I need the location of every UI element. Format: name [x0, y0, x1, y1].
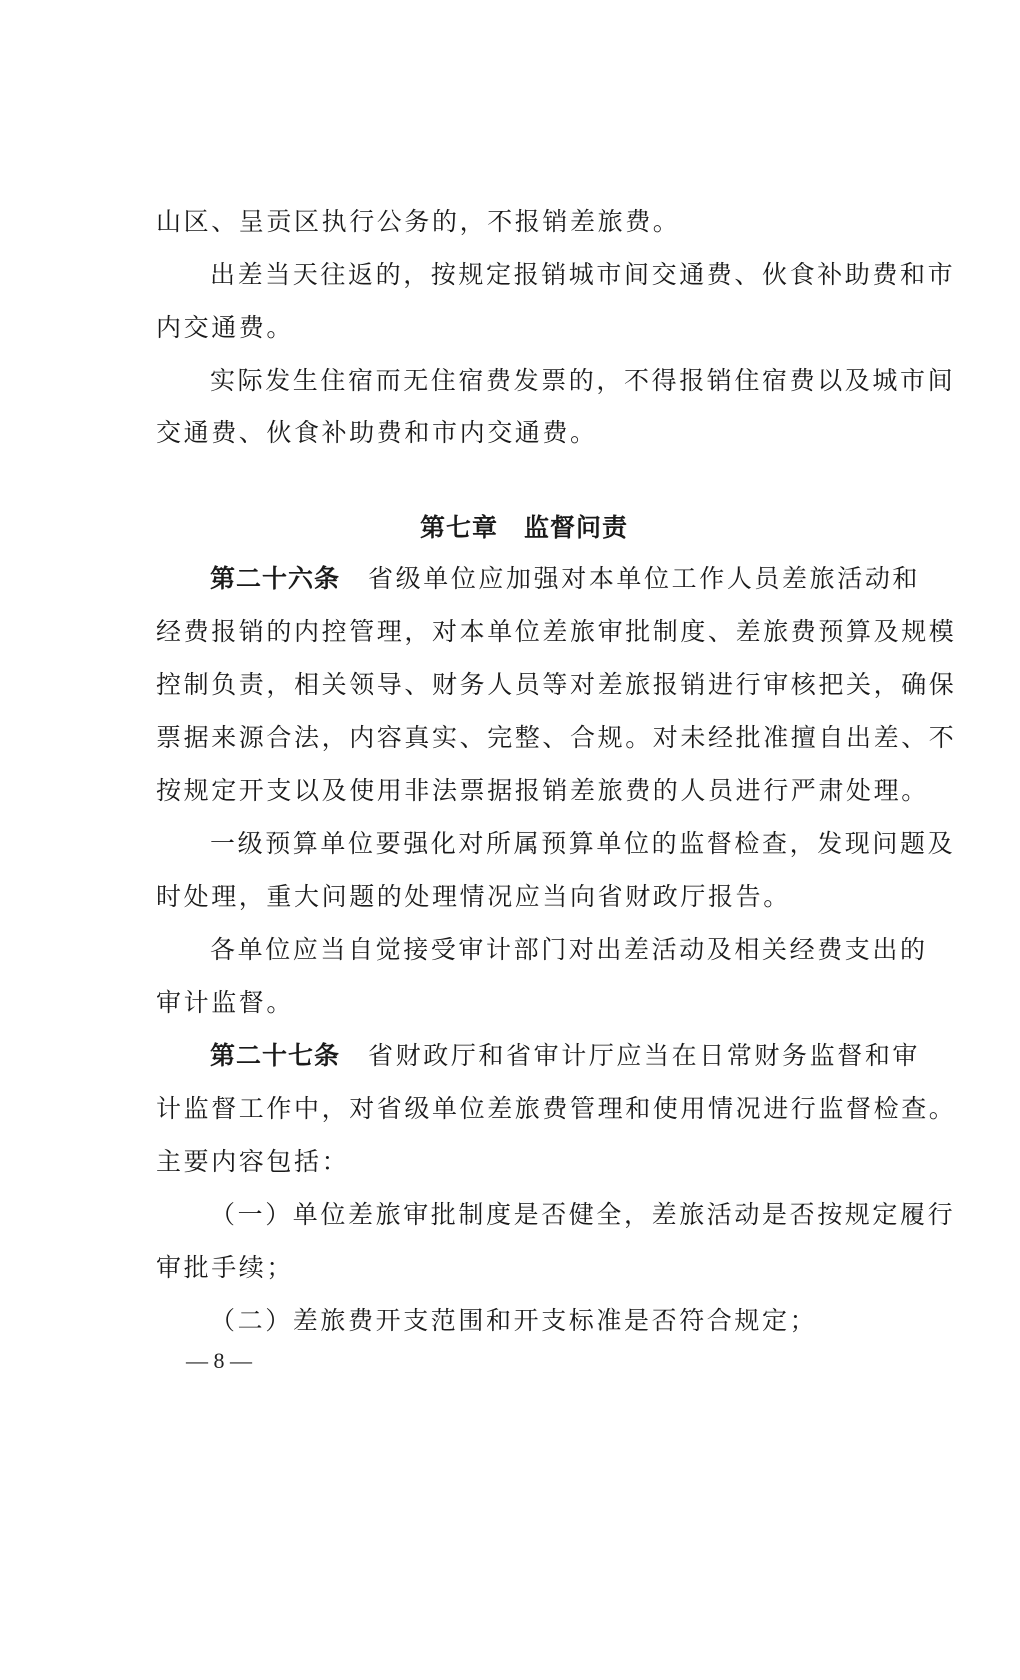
text-line: 实际发生住宿而无住宿费发票的，不得报销住宿费以及城市间	[210, 366, 956, 395]
text-line: 时处理，重大问题的处理情况应当向省财政厅报告。	[156, 882, 791, 911]
text-line: 一级预算单位要强化对所属预算单位的监督检查，发现问题及	[210, 829, 956, 858]
article-26-first-line	[210, 562, 920, 596]
chapter-heading: 第七章 监督问责	[420, 513, 629, 542]
text-line: 山区、呈贡区执行公务的，不报销差旅费。	[156, 207, 681, 236]
text-line: 审批手续；	[156, 1253, 295, 1282]
text-line: 计监督工作中，对省级单位差旅费管理和使用情况进行监督检查。	[156, 1094, 957, 1123]
text-line: 按规定开支以及使用非法票据报销差旅费的人员进行严肃处理。	[156, 776, 929, 805]
article-26-label: 第二十六条	[210, 564, 341, 593]
text-line: 交通费、伙食补助费和市内交通费。	[156, 418, 598, 447]
article-27-label: 第二十七条	[210, 1041, 341, 1070]
text-line: 内交通费。	[156, 313, 295, 342]
text-line: 省财政厅和省审计厅应当在日常财务监督和审	[368, 1041, 921, 1070]
page-number: — 8 —	[186, 1348, 252, 1373]
text-line: （二）差旅费开支范围和开支标准是否符合规定；	[210, 1306, 818, 1335]
text-line: 省级单位应加强对本单位工作人员差旅活动和	[368, 564, 921, 593]
text-line: 各单位应当自觉接受审计部门对出差活动及相关经费支出的	[210, 935, 928, 964]
text-line: 出差当天往返的，按规定报销城市间交通费、伙食补助费和市	[210, 260, 956, 289]
text-line: （一）单位差旅审批制度是否健全，差旅活动是否按规定履行	[210, 1200, 956, 1229]
text-line: 票据来源合法，内容真实、完整、合规。对未经批准擅自出差、不	[156, 723, 957, 752]
text-line: 经费报销的内控管理，对本单位差旅审批制度、差旅费预算及规模	[156, 617, 957, 646]
text-line: 主要内容包括：	[156, 1147, 350, 1176]
text-line: 控制负责，相关领导、财务人员等对差旅报销进行审核把关，确保	[156, 670, 957, 699]
article-27-first-line	[210, 1039, 920, 1073]
text-line: 审计监督。	[156, 988, 295, 1017]
